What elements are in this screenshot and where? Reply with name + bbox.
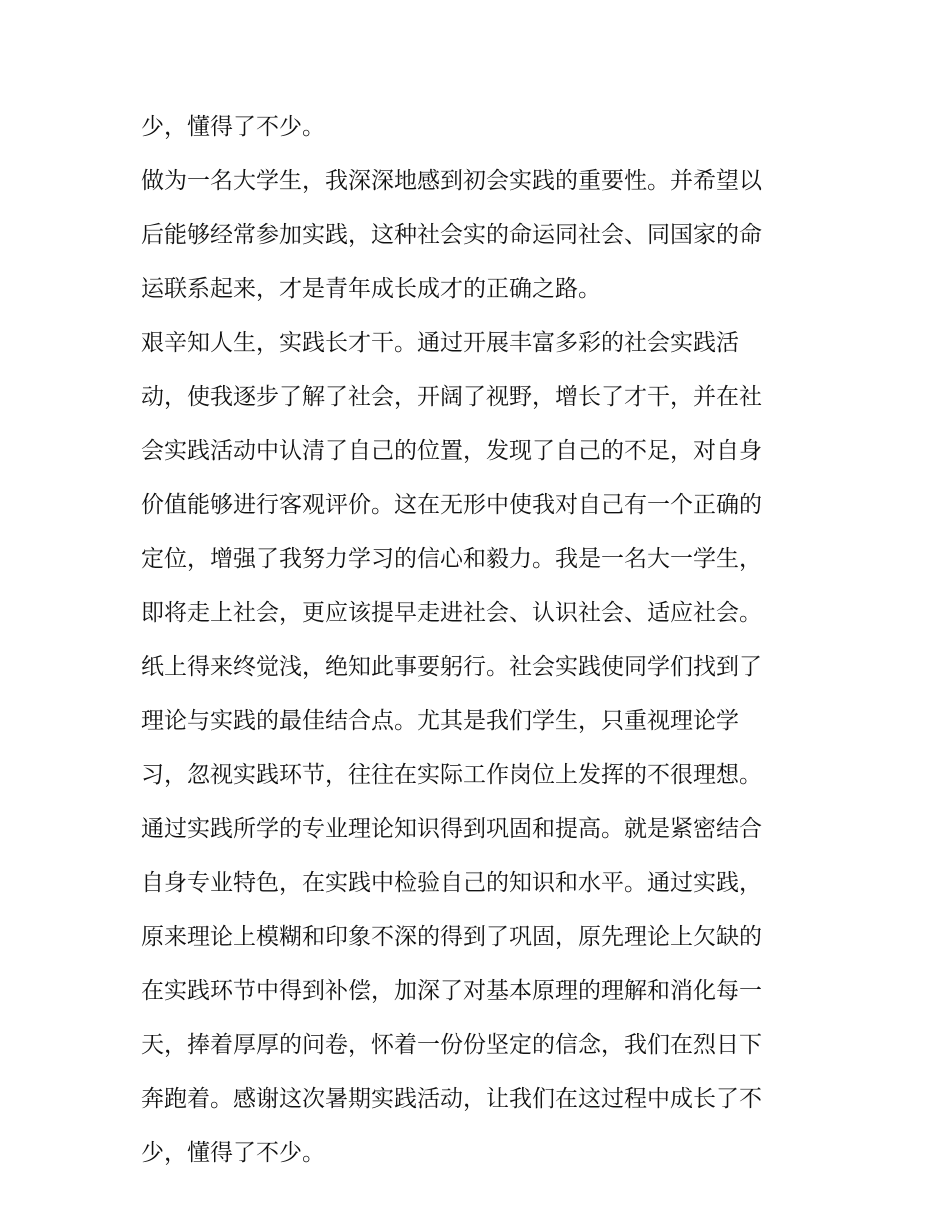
text-line: 定位，增强了我努力学习的信心和毅力。我是一名大一学生， [141,546,762,572]
text-line: 会实践活动中认清了自己的位置，发现了自己的不足，对自身 [141,438,762,464]
text-line: 艰辛知人生，实践长才干。通过开展丰富多彩的社会实践活 [141,330,739,356]
text-line: 自身专业特色，在实践中检验自己的知识和水平。通过实践， [141,870,762,896]
text-line: 少，懂得了不少。 [141,114,325,140]
text-line: 运联系起来，才是青年成长成才的正确之路。 [141,276,601,302]
text-line: 习，忽视实践环节，往往在实际工作岗位上发挥的不很理想。 [141,762,762,788]
text-line: 天，捧着厚厚的问卷，怀着一份份坚定的信念，我们在烈日下 [141,1032,762,1058]
text-line: 在实践环节中得到补偿，加深了对基本原理的理解和消化每一 [141,978,762,1004]
text-line: 后能够经常参加实践，这种社会实的命运同社会、同国家的命 [141,222,762,248]
text-line: 价值能够进行客观评价。这在无形中使我对自己有一个正确的 [141,492,762,518]
text-line: 做为一名大学生，我深深地感到初会实践的重要性。并希望以 [141,168,762,194]
text-line: 奔跑着。感谢这次暑期实践活动，让我们在这过程中成长了不 [141,1086,762,1112]
text-line: 原来理论上模糊和印象不深的得到了巩固，原先理论上欠缺的 [141,924,762,950]
text-line: 通过实践所学的专业理论知识得到巩固和提高。就是紧密结合 [141,816,762,842]
text-line: 纸上得来终觉浅，绝知此事要躬行。社会实践使同学们找到了 [141,654,762,680]
text-line: 即将走上社会，更应该提早走进社会、认识社会、适应社会。 [141,600,762,626]
text-line: 少，懂得了不少。 [141,1140,325,1166]
text-line: 动，使我逐步了解了社会，开阔了视野，增长了才干，并在社 [141,384,762,410]
text-line: 理论与实践的最佳结合点。尤其是我们学生，只重视理论学 [141,708,739,734]
